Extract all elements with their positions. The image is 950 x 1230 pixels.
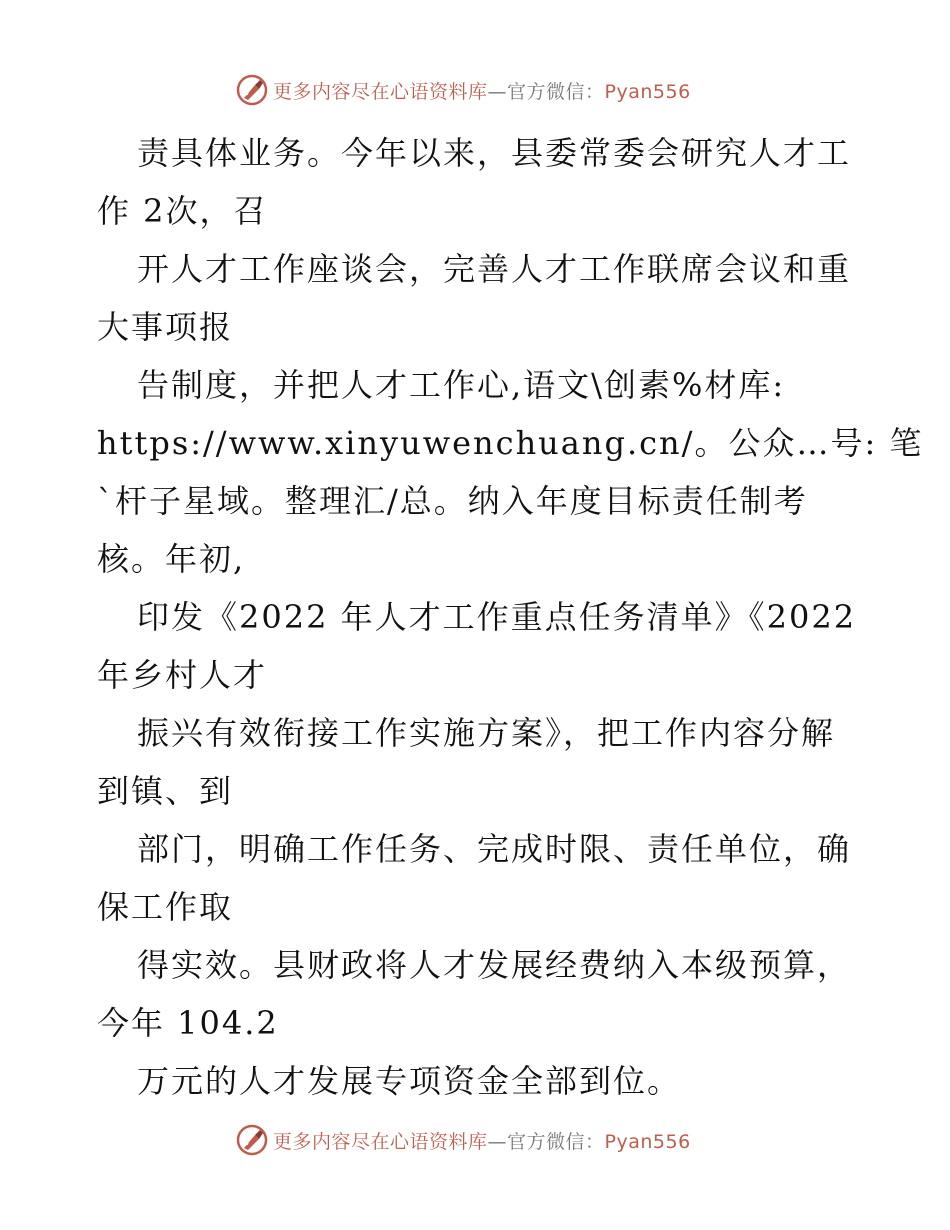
pen-nib-seal-icon (235, 1123, 269, 1157)
paragraph-line: 振兴有效衔接工作实施方案》，把工作内容分解 (137, 714, 836, 752)
paragraph-line: 部门，明确工作任务、完成时限、责任单位，确 (137, 830, 852, 868)
paragraph-line: 保工作取 (97, 888, 234, 926)
paragraph-line: 年乡村人才 (97, 656, 268, 694)
pen-nib-seal-icon (235, 73, 269, 107)
watermark-main: 更多内容尽在心语资料库 (273, 1130, 488, 1153)
paragraph-line: 作 2次，召 (97, 192, 268, 230)
paragraph-line: 责具体业务。今年以来，县委常委会研究人才工 (137, 134, 852, 172)
paragraph-line: 大事项报 (97, 308, 234, 346)
paragraph-line: https://www.xinyuwenchuang.cn/。公众…号: 笔 (97, 424, 924, 462)
paragraph-line: `杆子星域。整理汇/总。纳入年度目标责任制考 (97, 482, 808, 520)
header-watermark (235, 72, 691, 108)
paragraph-line: 开人才工作座谈会，完善人才工作联席会议和重 (137, 250, 852, 288)
watermark-sep: —官方微信： (487, 80, 605, 103)
watermark-sep: —官方微信： (487, 1130, 605, 1153)
footer-watermark (235, 1122, 691, 1158)
paragraph-line: 万元的人才发展专项资金全部到位。 (137, 1062, 682, 1100)
watermark-main: 更多内容尽在心语资料库 (273, 80, 488, 103)
paragraph-line: 到镇、到 (97, 772, 234, 810)
watermark-id: Pyan556 (604, 80, 691, 103)
document-body (97, 124, 924, 1110)
paragraph-line: 印发《2022 年人才工作重点任务清单》《2022 (137, 598, 857, 636)
watermark-text (273, 1127, 691, 1154)
watermark-text (273, 77, 691, 104)
paragraph-line: 得实效。县财政将人才发展经费纳入本级预算， (137, 946, 852, 984)
paragraph-line: 告制度，并把人才工作心,语文\创素%材库: (137, 366, 786, 404)
paragraph-line: 今年 104.2 (97, 1004, 279, 1042)
watermark-id: Pyan556 (604, 1130, 691, 1153)
paragraph-line: 核。年初, (97, 540, 246, 578)
